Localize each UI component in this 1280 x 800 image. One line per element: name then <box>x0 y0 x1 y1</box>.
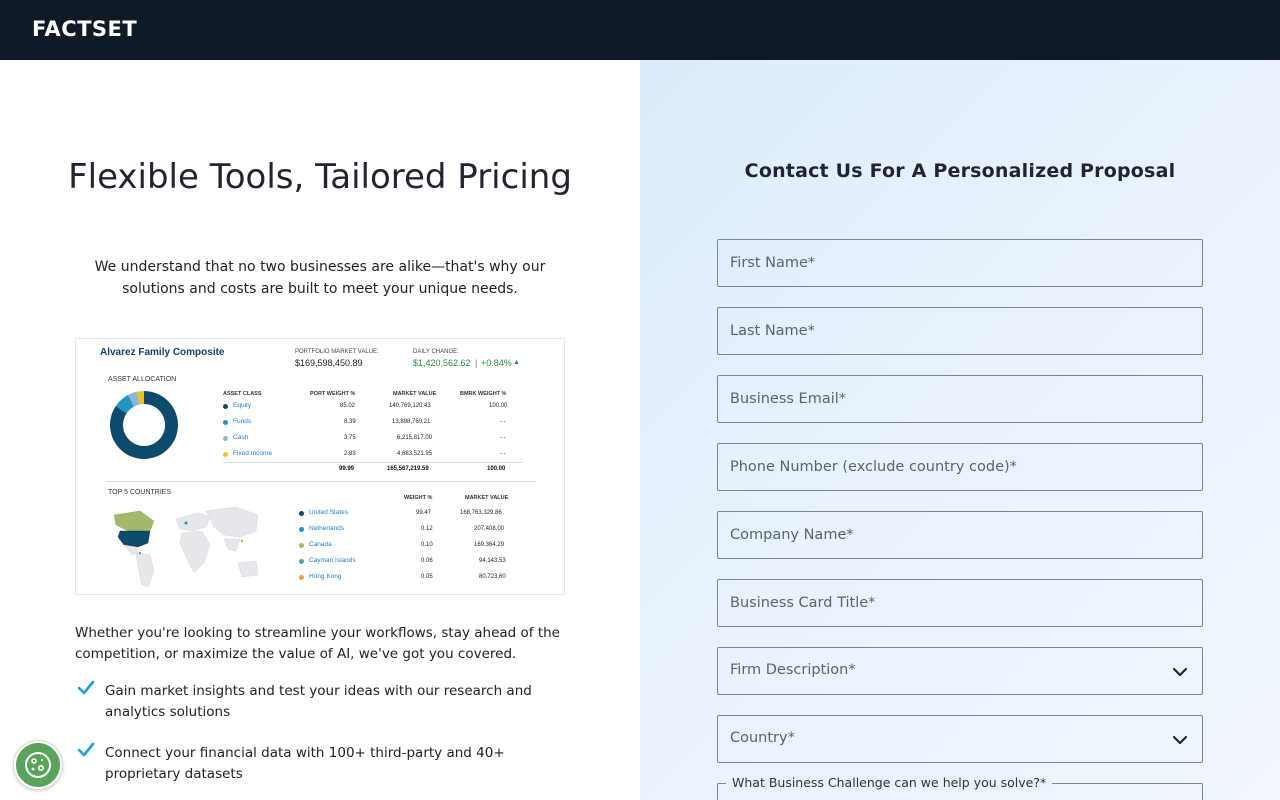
portfolio-value-label: PORTFOLIO MARKET VALUE: <box>295 349 379 355</box>
asset-row-value: 13,898,760.21 <box>392 419 431 425</box>
asset-row-weight: 85.02 <box>340 403 356 409</box>
world-map-image <box>106 501 264 591</box>
country-row-name: Hong Kong <box>309 573 342 580</box>
asset-total-value: 165,567,219.59 <box>387 466 429 472</box>
chevron-down-icon <box>1172 664 1188 680</box>
asset-row-weight: 8.39 <box>344 419 356 425</box>
phone-number-input[interactable] <box>717 443 1203 491</box>
country-row-weight: 0.06 <box>421 558 433 564</box>
country-weight-header: WEIGHT % <box>404 495 433 501</box>
asset-total-divider <box>223 462 523 463</box>
last-name-input[interactable] <box>717 307 1203 355</box>
asset-row-name: Equity <box>233 402 252 409</box>
country-row-value: 94,143.53 <box>479 558 506 564</box>
cash-legend-dot <box>223 436 228 441</box>
country-row-value: 80,723.60 <box>479 574 506 580</box>
country-row-weight: 0.12 <box>421 526 433 532</box>
asset-row-bmrk: - - <box>500 435 506 441</box>
left-content-panel <box>0 60 640 800</box>
fixed-income-legend-dot <box>223 452 228 457</box>
asset-row-name: Cash <box>233 434 249 441</box>
checkmark-icon <box>77 679 95 697</box>
country-row-name: Cayman Islands <box>309 557 356 564</box>
country-row-name: United States <box>309 509 349 516</box>
up-arrow-icon: ▲ <box>513 359 520 366</box>
cookie-settings-icon <box>21 748 55 782</box>
firm-description-label: Firm Description* <box>730 662 856 678</box>
equity-legend-dot <box>223 404 228 409</box>
firm-description-select[interactable] <box>717 647 1203 695</box>
united-states-legend-dot <box>299 511 304 516</box>
intro-paragraph: Whether you're looking to streamline your workflows, stay ahead of the competition, or maximize the value of AI, we've got you covered. <box>75 625 560 662</box>
business-challenge-textarea[interactable] <box>717 775 1203 800</box>
business-challenge-label: What Business Challenge can we help you solve?* <box>726 775 1052 790</box>
netherlands-legend-dot <box>299 527 304 532</box>
top-navigation-bar <box>0 0 1280 60</box>
feature-text: Gain market insights and test your ideas with our research and analytics solutions <box>105 683 532 720</box>
asset-row-value: 4,683,521.95 <box>397 451 433 457</box>
country-row-name: Canada <box>309 541 332 548</box>
business-card-title-input[interactable] <box>717 579 1203 627</box>
port-weight-header: PORT WEIGHT % <box>310 391 356 397</box>
company-name-input[interactable] <box>717 511 1203 559</box>
form-title: Contact Us For A Personalized Proposal <box>744 160 1176 182</box>
daily-change-percent: +0.84% <box>481 358 512 368</box>
asset-row-weight: 2.83 <box>344 451 356 457</box>
first-name-input[interactable] <box>717 239 1203 287</box>
asset-total-bmrk: 100.00 <box>487 466 506 472</box>
asset-row-value: 6,215,817.00 <box>397 435 433 441</box>
asset-allocation-heading: ASSET ALLOCATION <box>108 376 177 383</box>
canada-legend-dot <box>299 543 304 548</box>
market-value-header: MARKET VALUE <box>393 391 437 397</box>
country-row-weight: 0.10 <box>421 542 433 548</box>
country-row-value: 169,364.29 <box>474 542 505 548</box>
asset-row-bmrk: - - <box>500 451 506 457</box>
chevron-down-icon <box>1172 732 1188 748</box>
country-row-name: Netherlands <box>309 525 345 532</box>
country-row-value: 207,408.00 <box>474 526 505 532</box>
country-select[interactable] <box>717 715 1203 763</box>
hero-title: Flexible Tools, Tailored Pricing <box>68 157 572 197</box>
contact-form-panel <box>640 60 1280 800</box>
asset-class-header: ASSET CLASS <box>223 391 262 397</box>
country-label: Country* <box>730 730 795 746</box>
asset-row-bmrk: 100.00 <box>489 403 508 409</box>
asset-row-value: 140,769,120.43 <box>389 403 431 409</box>
asset-total-weight: 99.99 <box>339 466 355 472</box>
hong-kong-legend-dot <box>299 575 304 580</box>
asset-row-name: Funds <box>233 418 252 425</box>
country-row-weight: 0.05 <box>421 574 433 580</box>
hero-subtitle: We understand that no two businesses are alike—that's why our solutions and costs are built to meet your unique needs. <box>94 259 546 297</box>
portfolio-dashboard-preview <box>75 338 565 595</box>
cookie-settings-button[interactable] <box>14 741 62 789</box>
country-market-value-header: MARKET VALUE <box>465 495 509 501</box>
feature-text: Connect your financial data with 100+ third-party and 40+ proprietary datasets <box>105 745 505 782</box>
dashboard-title: Alvarez Family Composite <box>100 347 225 358</box>
country-row-weight: 99.47 <box>416 510 432 516</box>
portfolio-value: $169,598,450.89 <box>295 358 363 368</box>
cayman-islands-legend-dot <box>299 559 304 564</box>
daily-change-value: $1,420,562.62 <box>413 358 471 368</box>
section-divider <box>106 481 536 482</box>
funds-legend-dot <box>223 420 228 425</box>
asset-row-weight: 3.75 <box>344 435 356 441</box>
asset-row-bmrk: - - <box>500 419 506 425</box>
asset-row-name: Fixed Income <box>233 450 273 457</box>
country-row-value: 168,763,329.86 <box>460 510 502 516</box>
checkmark-icon <box>77 741 95 759</box>
daily-change-label: DAILY CHANGE: <box>413 349 459 355</box>
daily-change-separator: | <box>475 358 478 368</box>
asset-allocation-donut-chart <box>106 387 182 463</box>
business-email-input[interactable] <box>717 375 1203 423</box>
factset-logo[interactable]: FACTSET <box>32 17 138 41</box>
top-countries-heading: TOP 5 COUNTRIES <box>108 489 172 496</box>
bmrk-weight-header: BMRK WEIGHT % <box>460 391 507 397</box>
